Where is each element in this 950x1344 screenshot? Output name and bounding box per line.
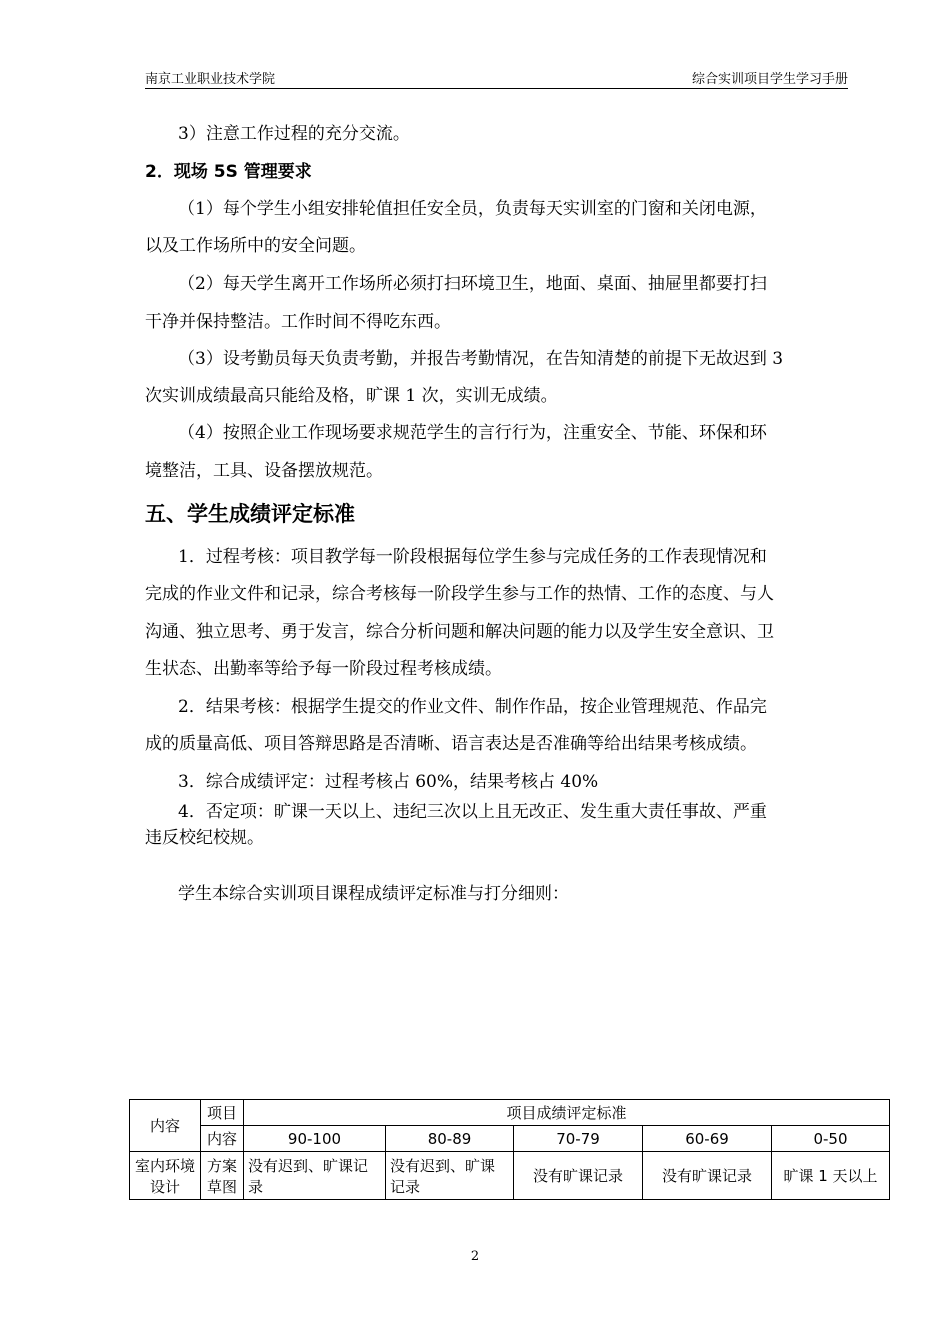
td-criteria: 旷课 1 天以上 — [772, 1152, 890, 1200]
page-number: 2 — [470, 1249, 480, 1264]
td-criteria: 没有迟到、旷课记录 — [244, 1152, 386, 1200]
text-line: （2）每天学生离开工作场所必须打扫环境卫生，地面、桌面、抽屉里都要打扫 — [178, 274, 767, 294]
td-content: 室内环境设计 — [130, 1152, 201, 1200]
text-line: （1）每个学生小组安排轮值担任安全员，负责每天实训室的门窗和关闭电源， — [178, 199, 767, 219]
text-line: 完成的作业文件和记录，综合考核每一阶段学生参与工作的热情、工作的态度、与人 — [145, 584, 774, 604]
text-line: 3）注意工作过程的充分交流。 — [178, 124, 410, 144]
th-criteria: 项目成绩评定标准 — [244, 1100, 890, 1126]
text-line: 成的质量高低、项目答辩思路是否清晰、语言表达是否准确等给出结果考核成绩。 — [145, 734, 757, 754]
text-line: 生状态、出勤率等给予每一阶段过程考核成绩。 — [145, 659, 502, 679]
text-line: 沟通、独立思考、勇于发言，综合分析问题和解决问题的能力以及学生安全意识、卫 — [145, 622, 774, 642]
th-range: 60-69 — [643, 1126, 772, 1152]
text-line: 违反校纪校规。 — [145, 828, 264, 848]
td-criteria: 没有旷课记录 — [514, 1152, 643, 1200]
text-line: 境整洁，工具、设备摆放规范。 — [145, 461, 383, 481]
th-range: 90-100 — [244, 1126, 386, 1152]
text-line: 2．结果考核：根据学生提交的作业文件、制作作品，按企业管理规范、作品完 — [178, 697, 767, 717]
text-line: 1．过程考核：项目教学每一阶段根据每位学生参与完成任务的工作表现情况和 — [178, 547, 767, 567]
text-line: 以及工作场所中的安全问题。 — [145, 236, 366, 256]
page-header — [145, 66, 848, 89]
header-manual-title: 综合实训项目学生学习手册 — [691, 72, 848, 87]
th-range: 80-89 — [386, 1126, 514, 1152]
td-item: 方案草图 — [201, 1152, 244, 1200]
th-content: 内容 — [130, 1100, 201, 1152]
td-criteria: 没有迟到、旷课记录 — [386, 1152, 514, 1200]
grading-table — [129, 1099, 890, 1200]
th-item-1: 项目 — [201, 1100, 244, 1126]
text-line: 3．综合成绩评定：过程考核占 60%，结果考核占 40% — [178, 772, 599, 792]
text-line: 干净并保持整洁。工作时间不得吃东西。 — [145, 312, 451, 332]
text-line: 4．否定项：旷课一天以上、违纪三次以上且无改正、发生重大责任事故、严重 — [178, 802, 767, 822]
text-line: （3）设考勤员每天负责考勤，并报告考勤情况，在告知清楚的前提下无故迟到 3 — [178, 349, 784, 369]
header-school: 南京工业职业技术学院 — [145, 72, 276, 87]
section-heading: 2．现场 5S 管理要求 — [145, 162, 312, 182]
chapter-heading: 五、学生成绩评定标准 — [145, 502, 355, 526]
th-item-2: 内容 — [201, 1126, 244, 1152]
table-intro: 学生本综合实训项目课程成绩评定标准与打分细则： — [178, 884, 569, 904]
th-range: 0-50 — [772, 1126, 890, 1152]
text-line: （4）按照企业工作现场要求规范学生的言行行为，注重安全、节能、环保和环 — [178, 423, 767, 443]
th-range: 70-79 — [514, 1126, 643, 1152]
text-line: 次实训成绩最高只能给及格，旷课 1 次，实训无成绩。 — [145, 386, 558, 406]
td-criteria: 没有旷课记录 — [643, 1152, 772, 1200]
